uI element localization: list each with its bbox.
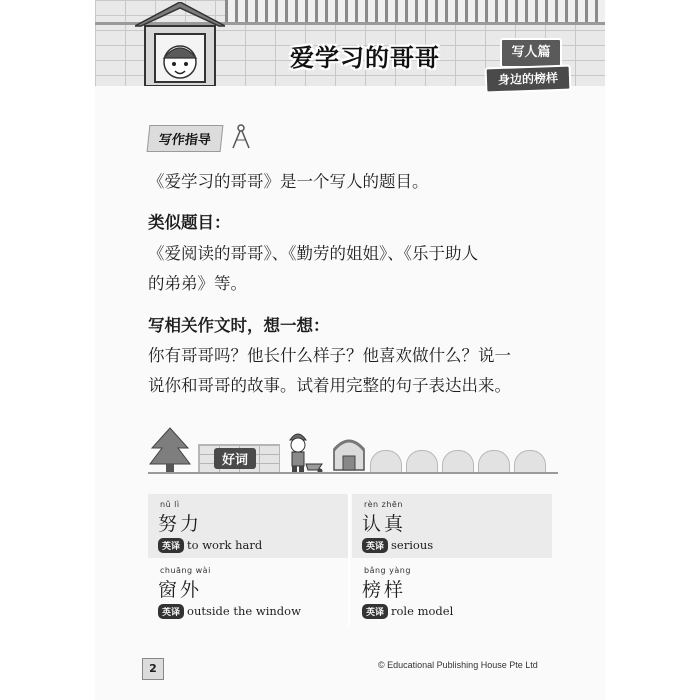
good-words-banner (148, 426, 558, 478)
good-words-label: 好词 (214, 448, 256, 469)
word-translation-row (158, 604, 301, 619)
word-card (352, 560, 552, 624)
dome-decoration (370, 450, 402, 473)
dome-decoration (406, 450, 438, 473)
word-pinyin: nǔ lì (160, 500, 180, 509)
banner-ground-line (148, 472, 558, 474)
word-hanzi: 榜样 (362, 579, 407, 601)
word-translation-row (362, 538, 433, 553)
word-pinyin: chuāng wài (160, 566, 211, 575)
word-pinyin: bǎng yàng (364, 566, 411, 575)
builder-kid-icon (284, 428, 328, 474)
english-translation-badge: 英译 (158, 538, 184, 553)
english-translation-badge: 英译 (362, 604, 388, 619)
word-card (148, 560, 348, 624)
english-translation-badge: 英译 (362, 538, 388, 553)
word-translation: outside the window (187, 604, 301, 618)
word-translation: to work hard (187, 538, 263, 552)
compass-icon (229, 124, 253, 150)
word-hanzi: 认真 (362, 513, 407, 535)
fence-stripes (225, 0, 605, 22)
think-line-1: 你有哥哥吗？他长什么样子？他喜欢做什么？说一 (148, 346, 511, 365)
window-house-illustration (135, 2, 225, 86)
writing-guide-heading (148, 124, 253, 152)
writing-guide-label: 写作指导 (147, 125, 224, 152)
intro-text: 《爱学习的哥哥》是一个写人的题目。 (148, 172, 429, 191)
word-pinyin: rèn zhēn (364, 500, 403, 509)
similar-topics-line-2: 的弟弟》等。 (148, 274, 247, 293)
dome-decoration (442, 450, 474, 473)
similar-topics-line-1: 《爱阅读的哥哥》、《勤劳的姐姐》、《乐于助人 (148, 244, 478, 263)
header-banner (95, 0, 605, 92)
grid-divider (348, 494, 350, 626)
good-words-grid (148, 494, 552, 626)
word-card (352, 494, 552, 558)
tree-icon (148, 426, 192, 474)
english-translation-badge: 英译 (158, 604, 184, 619)
word-card (148, 494, 348, 558)
subcategory-tag: 身边的榜样 (485, 65, 572, 92)
think-line-2: 说你和哥哥的故事。试着用完整的句子表达出来。 (148, 376, 511, 395)
word-hanzi: 努力 (158, 513, 203, 535)
dome-decoration (514, 450, 546, 473)
word-translation-row (158, 538, 262, 553)
word-translation-row (362, 604, 453, 619)
think-heading: 写相关作文时，想一想： (148, 316, 330, 335)
word-translation: serious (391, 538, 434, 552)
similar-topics-heading: 类似题目： (148, 213, 231, 232)
page-title: 爱学习的哥哥 (290, 44, 440, 72)
word-hanzi: 窗外 (158, 579, 203, 601)
category-tag: 写人篇 (500, 38, 562, 68)
word-translation: role model (391, 604, 454, 618)
page-number: 2 (142, 658, 164, 680)
hut-icon (332, 434, 366, 472)
dome-decoration (478, 450, 510, 473)
copyright-text: © Educational Publishing House Pte Ltd (378, 660, 538, 670)
